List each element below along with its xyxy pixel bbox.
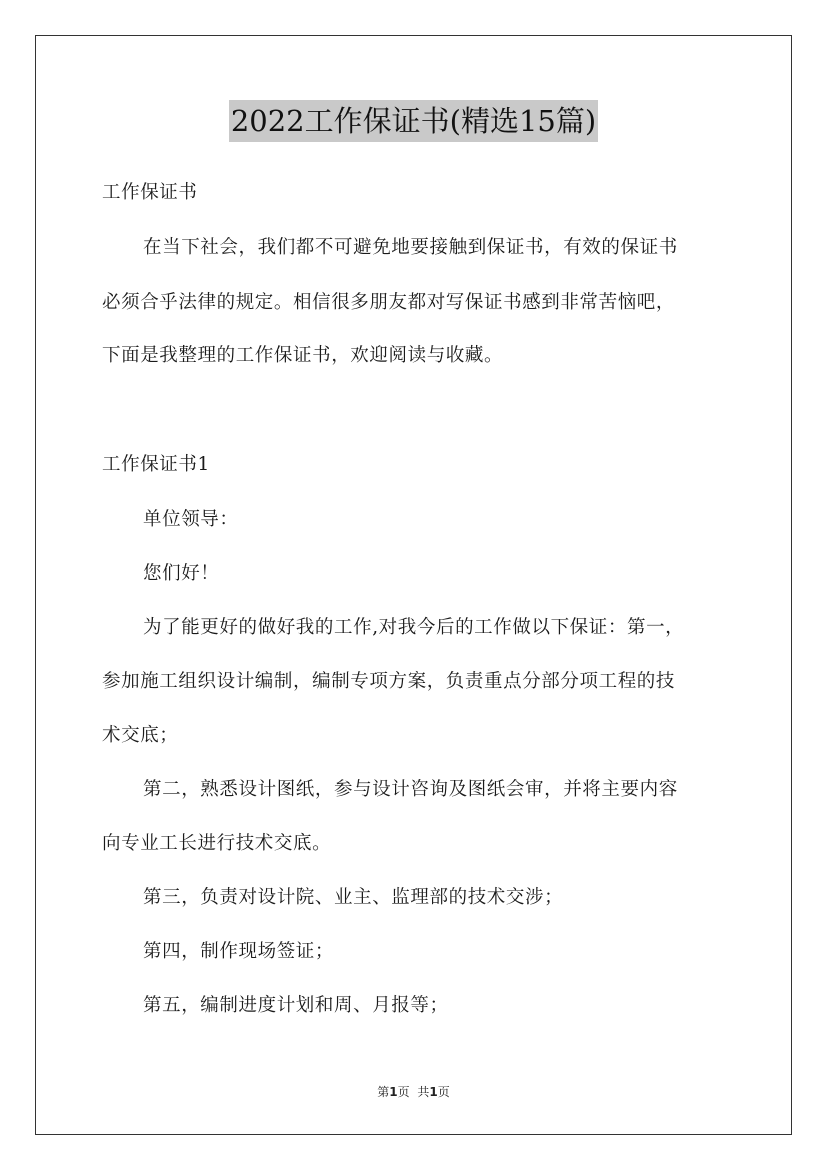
document-title: 2022工作保证书(精选15篇) (229, 100, 598, 142)
paragraph-line: 向专业工长进行技术交底。 (102, 833, 332, 854)
total-pages: 1 (429, 1085, 438, 1099)
title-container (0, 100, 827, 142)
salutation: 单位领导： (143, 509, 239, 530)
section-heading: 工作保证书1 (102, 454, 210, 475)
page-number: 1 (389, 1085, 398, 1099)
greeting: 您们好！ (143, 563, 220, 584)
page-footer (0, 1084, 827, 1100)
paragraph-line: 为了能更好的做好我的工作,对我今后的工作做以下保证：第一， (143, 617, 685, 638)
paragraph-line: 下面是我整理的工作保证书，欢迎阅读与收藏。 (102, 345, 504, 366)
paragraph-line: 第五，编制进度计划和周、月报等； (143, 995, 449, 1016)
page-label-suffix: 页 (397, 1085, 410, 1099)
paragraph-line: 第二，熟悉设计图纸，参与设计咨询及图纸会审，并将主要内容 (143, 779, 678, 800)
paragraph-line: 在当下社会，我们都不可避免地要接触到保证书，有效的保证书 (143, 237, 678, 258)
total-label-suffix: 页 (437, 1085, 450, 1099)
paragraph-line: 参加施工组织设计编制，编制专项方案，负责重点分部分项工程的技 (102, 671, 676, 692)
total-label-prefix: 共 (417, 1085, 430, 1099)
section-heading: 工作保证书 (102, 182, 198, 203)
paragraph-line: 必须合乎法律的规定。相信很多朋友都对写保证书感到非常苦恼吧， (102, 292, 676, 313)
page-label-prefix: 第 (377, 1085, 390, 1099)
paragraph-line: 第三，负责对设计院、业主、监理部的技术交涉； (143, 887, 564, 908)
paragraph-line: 术交底； (102, 725, 179, 746)
paragraph-line: 第四，制作现场签证； (143, 941, 335, 962)
